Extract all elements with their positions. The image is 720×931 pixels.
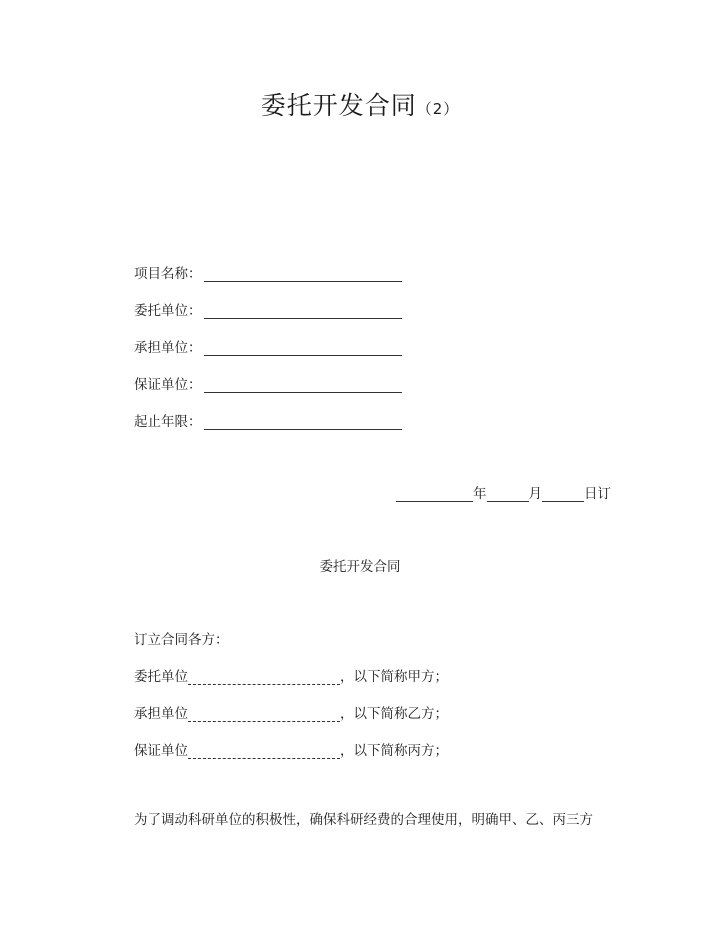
field-label: 项目名称： (134, 266, 202, 282)
party-suffix: ，以下简称甲方； (340, 669, 448, 685)
month-label: 月 (528, 486, 542, 502)
year-blank[interactable] (396, 487, 473, 502)
field-guarantor-unit (134, 373, 402, 393)
party-b (134, 702, 448, 722)
field-label: 委托单位： (134, 303, 202, 319)
body-paragraph: 为了调动科研单位的积极性，确保科研经费的合理使用，明确甲、乙、丙三方 (134, 812, 593, 828)
field-duration (134, 410, 402, 430)
title-text: 委托开发合同 (260, 91, 417, 120)
party-a (134, 665, 448, 685)
field-project-name (134, 262, 402, 282)
party-blank[interactable] (188, 708, 340, 722)
party-c (134, 739, 448, 759)
parties-heading: 订立合同各方： (134, 632, 229, 648)
field-blank-line[interactable] (204, 341, 402, 356)
party-label: 保证单位 (134, 743, 188, 759)
year-label: 年 (473, 486, 487, 502)
document-title (0, 86, 720, 122)
day-label: 日订 (584, 486, 611, 502)
field-blank-line[interactable] (204, 304, 402, 319)
field-blank-line[interactable] (204, 415, 402, 430)
party-label: 承担单位 (134, 706, 188, 722)
field-label: 保证单位： (134, 377, 202, 393)
party-suffix: ，以下简称乙方； (340, 706, 448, 722)
title-suffix: （2） (416, 100, 460, 118)
party-blank[interactable] (188, 671, 340, 685)
field-blank-line[interactable] (204, 267, 402, 282)
party-label: 委托单位 (134, 669, 188, 685)
day-blank[interactable] (542, 487, 584, 502)
field-client-unit (134, 299, 402, 319)
party-blank[interactable] (188, 745, 340, 759)
date-line (396, 482, 611, 502)
contract-subtitle: 委托开发合同 (319, 559, 401, 575)
field-contractor-unit (134, 336, 402, 356)
field-label: 承担单位： (134, 340, 202, 356)
field-blank-line[interactable] (204, 378, 402, 393)
party-suffix: ，以下简称丙方； (340, 743, 448, 759)
month-blank[interactable] (487, 487, 529, 502)
field-label: 起止年限： (134, 414, 202, 430)
